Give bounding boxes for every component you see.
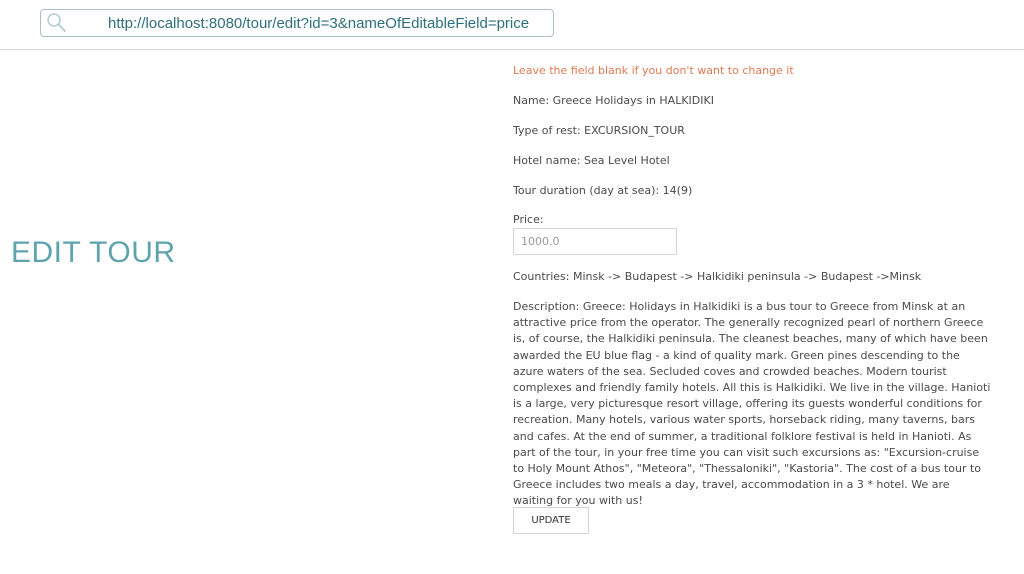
hotel-name: Hotel name: Sea Level Hotel — [513, 154, 670, 167]
update-button[interactable]: UPDATE — [513, 507, 589, 534]
price-input[interactable] — [513, 228, 677, 255]
countries: Countries: Minsk -> Budapest -> Halkidiki peninsula -> Budapest ->Minsk — [513, 270, 922, 283]
tour-duration: Tour duration (day at sea): 14(9) — [513, 184, 693, 197]
browser-toolbar — [0, 0, 1024, 50]
address-bar[interactable] — [40, 9, 554, 37]
price-label: Price: — [513, 213, 544, 226]
type-of-rest: Type of rest: EXCURSION_TOUR — [513, 124, 685, 137]
blank-field-notice: Leave the field blank if you don't want to change it — [513, 64, 794, 77]
address-bar-url[interactable]: http://localhost:8080/tour/edit?id=3&nameOfEditableField=price — [108, 15, 530, 32]
tour-name: Name: Greece Holidays in HALKIDIKI — [513, 94, 714, 107]
description: Description: Greece: Holidays in Halkidiki is a bus tour to Greece from Minsk at an attractive price from the operator. The generally recognized pearl of northern Greece is, of course, the Halkidiki peninsula. The cleanest beaches, many of which have been awarded the EU blue flag - a kind of quality mark. Green pines descending to the azure waters of the sea. Secluded coves and crowded beaches. Modern tourist complexes and friendly family hotels. All this is Halkidiki. We live in the village. Hanioti is a large, very picturesque resort village, offering its guests wonderful conditions for recreation. Many hotels, various water sports, horseback riding, many taverns, bars and cafes. At the end of summer, a traditional folklore festival is held in Hanioti. As part of the tour, in your free time you can visit such excursions as: "Excursion-cruise to Holy Mount Athos", "Meteora", "Thessaloniki", "Kastoria". The cost of a bus tour to Greece includes two meals a day, travel, accommodation in a 3 * hotel. We are waiting for you with us! — [513, 300, 991, 508]
page-title: EDIT TOUR — [11, 236, 176, 269]
search-icon — [46, 12, 68, 34]
